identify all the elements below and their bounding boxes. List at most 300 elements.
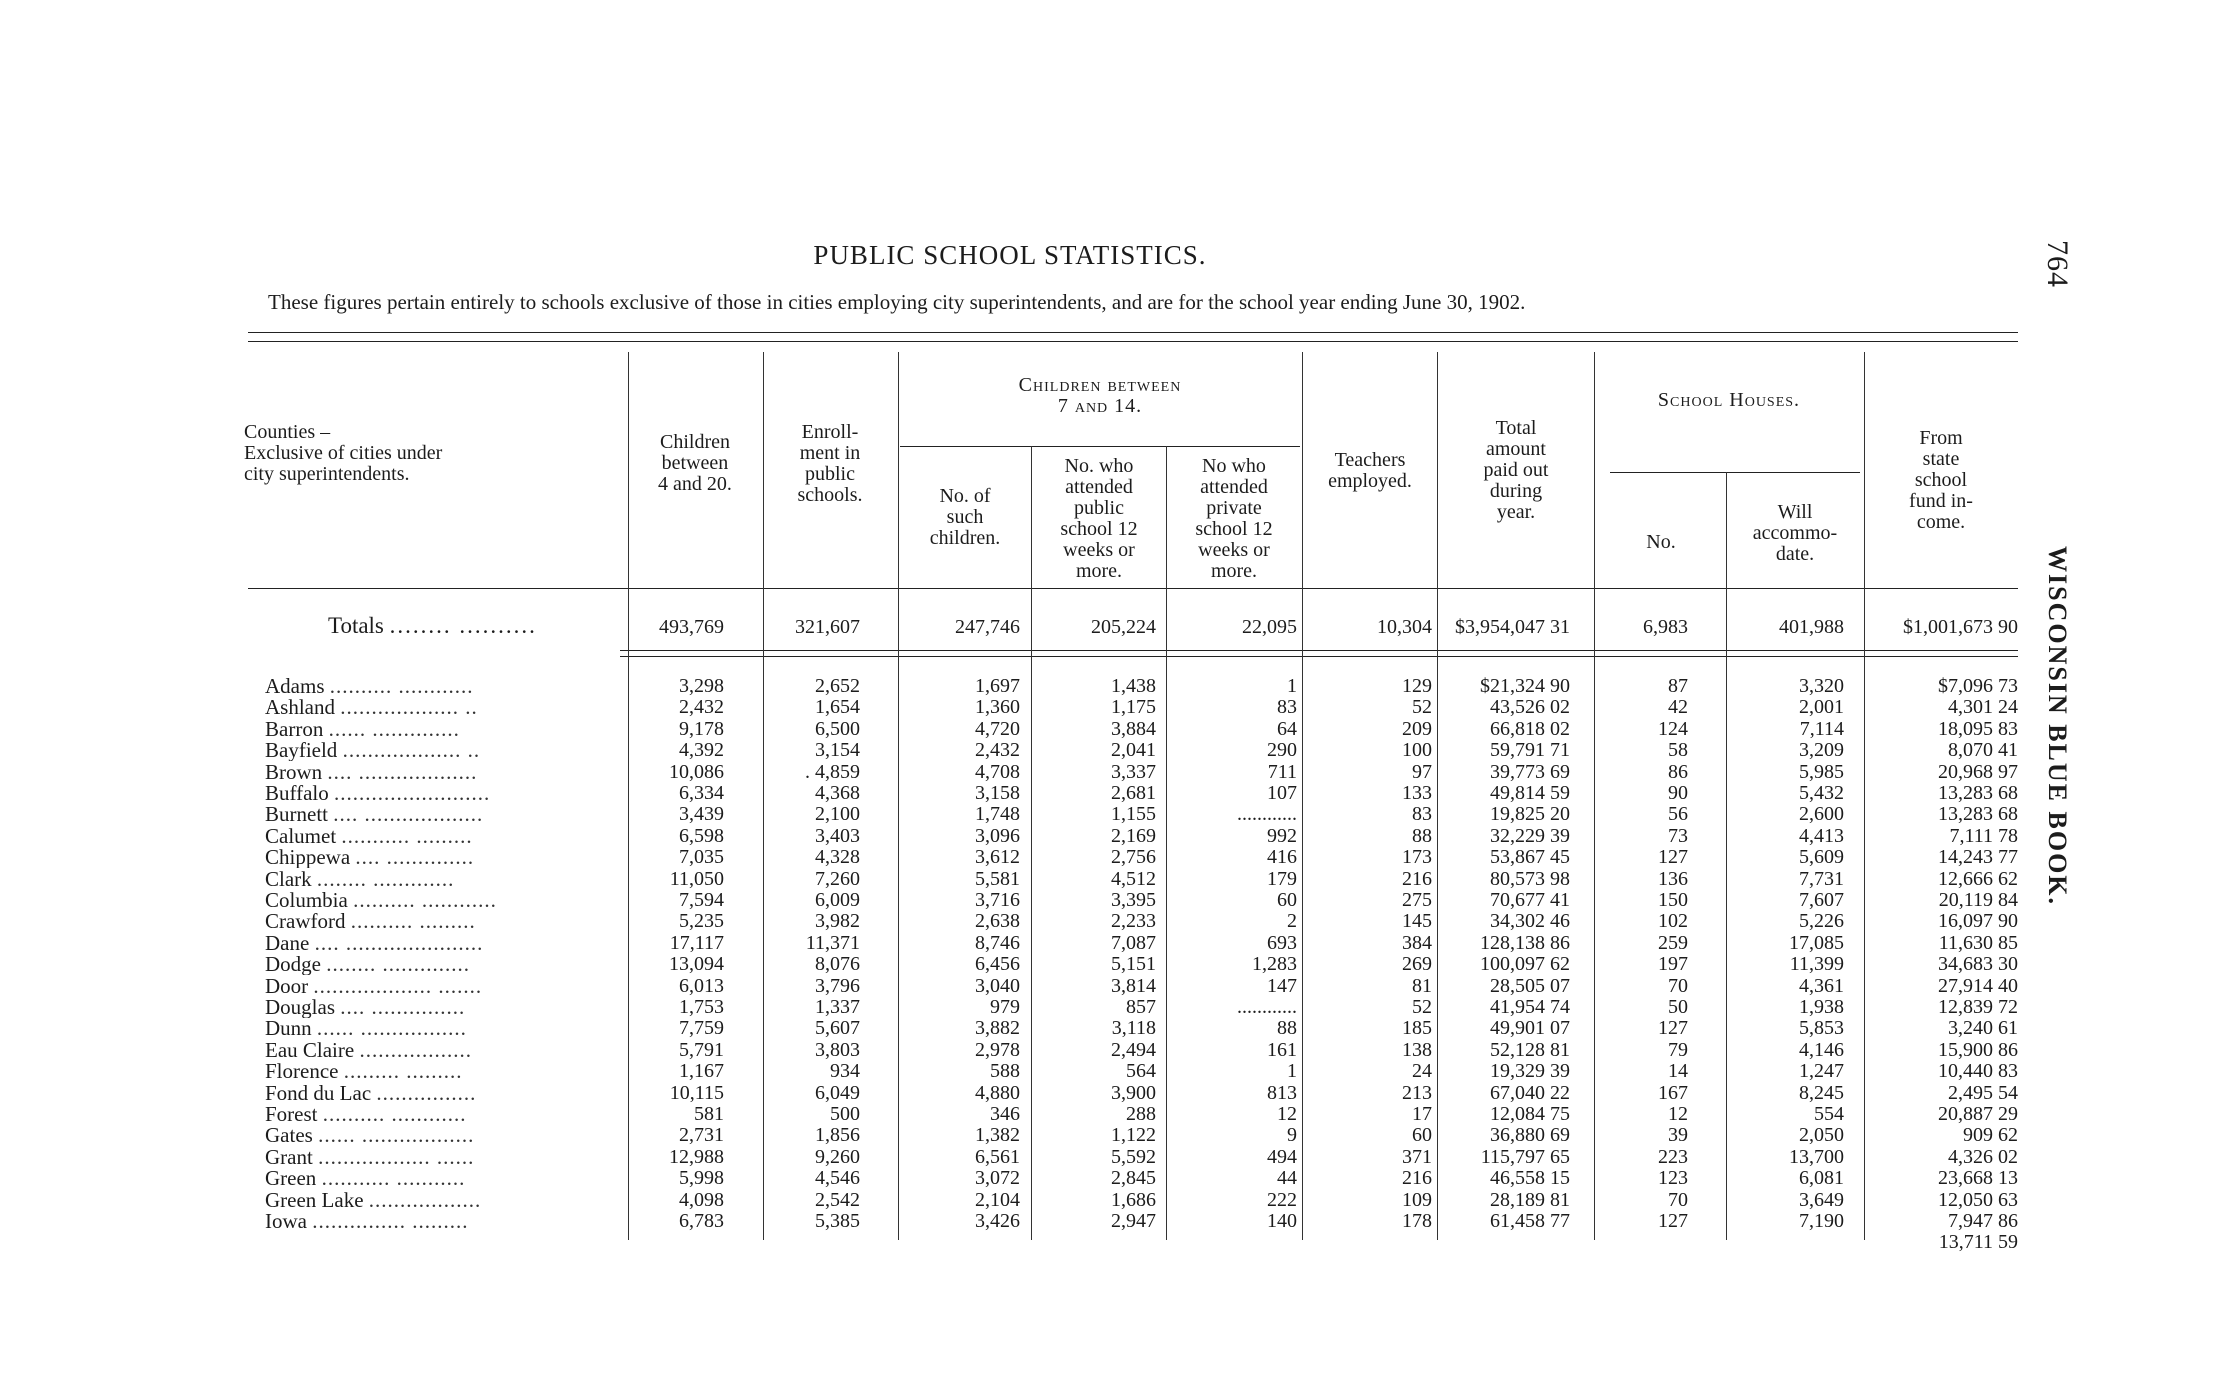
cell-enrollment: 934 — [830, 1060, 860, 1083]
header-counties: Counties – Exclusive of cities under city superintendents. — [244, 421, 443, 485]
cell-attended-private: ............ — [1237, 996, 1297, 1018]
cell-children-7-14: 346 — [990, 1103, 1020, 1125]
cell-houses-no: 42 — [1668, 696, 1688, 719]
cell-houses-no: 167 — [1658, 1081, 1688, 1104]
county-name: Columbia .......... ............ — [265, 890, 497, 911]
cell-houses-no: 14 — [1668, 1060, 1688, 1083]
cell-state-fund: 23,668 13 — [1938, 1167, 2018, 1190]
cell-state-fund: 16,097 90 — [1938, 910, 2018, 933]
header-children-4-20: Children between 4 and 20. — [658, 431, 732, 495]
cell-children-4-20: 3,298 — [679, 675, 724, 697]
cell-attended-private: 693 — [1267, 931, 1297, 954]
county-name: Adams .......... ............ — [265, 676, 474, 697]
table-row — [0, 676, 2218, 697]
county-name: Door ................... ....... — [265, 975, 483, 997]
header-attended-public: No. who attended public school 12 weeks or more. — [1060, 455, 1138, 582]
cell-attended-public: 5,592 — [1111, 1145, 1156, 1168]
cell-attended-private: 2 — [1287, 910, 1297, 933]
cell-houses-no: 123 — [1658, 1167, 1688, 1190]
cell-children-4-20: 581 — [694, 1103, 724, 1125]
cell-attended-public: 2,756 — [1111, 846, 1156, 869]
cell-teachers: 129 — [1402, 675, 1432, 697]
cell-houses-accommodate: 3,320 — [1799, 675, 1844, 697]
page-subtitle: These figures pertain entirely to schools exclusive of those in cities employing city superintendents, and are for the school year ending June 30, 1902. — [268, 290, 1526, 314]
table-row — [0, 697, 2218, 718]
cell-attended-private: 179 — [1267, 867, 1297, 890]
cell-children-4-20: 11,050 — [669, 867, 724, 890]
cell-enrollment: 4,328 — [815, 846, 860, 869]
cell-total-paid: 28,505 07 — [1490, 974, 1570, 997]
cell-children-4-20: 12,988 — [669, 1145, 724, 1168]
cell-state-fund: 20,119 84 — [1938, 889, 2018, 911]
cell-attended-private: 1 — [1287, 1060, 1297, 1083]
cell-houses-no: 127 — [1658, 1017, 1688, 1040]
cell-enrollment: 2,100 — [815, 803, 860, 826]
cell-children-7-14: 4,708 — [975, 760, 1020, 783]
cell-state-fund: 27,914 40 — [1938, 974, 2018, 997]
cell-houses-no: 39 — [1668, 1124, 1688, 1147]
cell-total-paid: 115,797 65 — [1480, 1145, 1570, 1168]
cell-children-7-14: 2,104 — [975, 1188, 1020, 1211]
cell-children-7-14: 3,716 — [975, 889, 1020, 911]
cell-houses-accommodate: 7,190 — [1799, 1210, 1844, 1232]
totals-rule-1 — [620, 650, 2018, 651]
cell-houses-accommodate: 4,413 — [1799, 824, 1844, 847]
table-row — [0, 976, 2218, 997]
county-name: Buffalo ......................... — [265, 783, 491, 804]
county-name: Crawford .......... ......... — [265, 911, 476, 933]
header-teachers: Teachers employed. — [1328, 449, 1412, 492]
cell-children-7-14: 1,697 — [975, 675, 1020, 697]
cell-children-4-20: 1,167 — [679, 1060, 724, 1083]
cell-houses-no: 197 — [1658, 953, 1688, 976]
cell-state-fund-extra: 13,711 59 — [1938, 1231, 2018, 1254]
cell-children-4-20: 7,035 — [679, 846, 724, 869]
cell-houses-no: 124 — [1658, 717, 1688, 740]
cell-children-4-20: 6,334 — [679, 782, 724, 804]
cell-houses-accommodate: 3,209 — [1799, 739, 1844, 762]
cell-houses-no: 127 — [1658, 846, 1688, 869]
cell-attended-public: 1,175 — [1111, 696, 1156, 719]
page-number: 764 — [2041, 240, 2074, 288]
table-row — [0, 719, 2218, 740]
cell-attended-public: 3,814 — [1111, 974, 1156, 997]
cell-children-4-20: 7,594 — [679, 889, 724, 911]
cell-children-4-20: 6,598 — [679, 824, 724, 847]
table-row — [0, 890, 2218, 911]
cell-attended-private: 83 — [1277, 696, 1297, 719]
cell-houses-no: 73 — [1668, 824, 1688, 847]
cell-total-paid: 70,677 41 — [1490, 889, 1570, 911]
totals-attended-public: 205,224 — [1091, 616, 1156, 638]
header-state-fund: From state school fund in- come. — [1909, 427, 1973, 533]
table-row — [0, 1104, 2218, 1125]
cell-attended-private: 9 — [1287, 1124, 1297, 1147]
cell-children-4-20: 4,392 — [679, 739, 724, 762]
cell-children-7-14: 588 — [990, 1060, 1020, 1083]
cell-attended-public: 3,900 — [1111, 1081, 1156, 1104]
cell-children-7-14: 3,040 — [975, 974, 1020, 997]
cell-children-4-20: 1,753 — [679, 996, 724, 1018]
cell-attended-private: 992 — [1267, 824, 1297, 847]
cell-teachers: 178 — [1402, 1210, 1432, 1232]
cell-total-paid: 34,302 46 — [1490, 910, 1570, 933]
cell-houses-accommodate: 1,247 — [1799, 1060, 1844, 1083]
table-row — [0, 1190, 2218, 1211]
table-row — [0, 826, 2218, 847]
cell-attended-private: 222 — [1267, 1188, 1297, 1211]
cell-enrollment: 1,856 — [815, 1124, 860, 1147]
county-name: Eau Claire .................. — [265, 1039, 472, 1061]
cell-teachers: 52 — [1412, 696, 1432, 719]
header-bottom-rule — [248, 588, 2018, 589]
cell-children-7-14: 3,096 — [975, 824, 1020, 847]
cell-attended-public: 857 — [1126, 996, 1156, 1018]
totals-teachers: 10,304 — [1377, 616, 1432, 638]
cell-children-7-14: 3,426 — [975, 1210, 1020, 1232]
cell-children-4-20: 6,013 — [679, 974, 724, 997]
header-attended-private: No who attended private school 12 weeks or more. — [1195, 455, 1273, 582]
county-name: Barron ...... .............. — [265, 718, 460, 740]
cell-attended-private: ............ — [1237, 803, 1297, 826]
cell-teachers: 216 — [1402, 867, 1432, 890]
cell-total-paid: 80,573 98 — [1490, 867, 1570, 890]
cell-total-paid: 59,791 71 — [1490, 739, 1570, 762]
county-name: Fond du Lac ................ — [265, 1082, 477, 1104]
cell-children-4-20: 5,998 — [679, 1167, 724, 1190]
page-title: PUBLIC SCHOOL STATISTICS. — [813, 240, 1207, 270]
cell-attended-private: 60 — [1277, 889, 1297, 911]
cell-children-7-14: 6,561 — [975, 1145, 1020, 1168]
cell-teachers: 216 — [1402, 1167, 1432, 1190]
header-enrollment: Enroll- ment in public schools. — [797, 421, 863, 506]
cell-attended-public: 3,395 — [1111, 889, 1156, 911]
cell-attended-public: 2,947 — [1111, 1210, 1156, 1232]
cell-state-fund: 15,900 86 — [1938, 1038, 2018, 1061]
cell-enrollment: 4,368 — [815, 782, 860, 804]
table-row — [0, 997, 2218, 1018]
table-row — [0, 1125, 2218, 1146]
table-top-rule — [248, 332, 2018, 333]
cell-attended-public: 3,118 — [1111, 1017, 1156, 1040]
cell-children-4-20: 7,759 — [679, 1017, 724, 1040]
cell-houses-no: 12 — [1668, 1103, 1688, 1125]
cell-children-7-14: 3,158 — [975, 782, 1020, 804]
cell-attended-private: 161 — [1267, 1038, 1297, 1061]
cell-children-7-14: 4,720 — [975, 717, 1020, 740]
cell-attended-public: 1,686 — [1111, 1188, 1156, 1211]
header-children-7-14: Children between 7 and 14. — [1018, 374, 1182, 417]
cell-teachers: 81 — [1412, 974, 1432, 997]
cell-total-paid: 49,901 07 — [1490, 1017, 1570, 1040]
cell-children-4-20: 13,094 — [669, 953, 724, 976]
cell-houses-no: 86 — [1668, 760, 1688, 783]
cell-attended-public: 564 — [1126, 1060, 1156, 1083]
county-name: Bayfield ................... .. — [265, 740, 481, 762]
cell-teachers: 145 — [1402, 910, 1432, 933]
cell-children-7-14: 6,456 — [975, 953, 1020, 976]
county-name: Florence ......... ......... — [265, 1061, 463, 1083]
cell-attended-public: 2,845 — [1111, 1167, 1156, 1190]
cell-houses-accommodate: 4,361 — [1799, 974, 1844, 997]
cell-attended-public: 1,155 — [1111, 803, 1156, 826]
cell-children-4-20: 2,432 — [679, 696, 724, 719]
cell-houses-no: 79 — [1668, 1038, 1688, 1061]
cell-total-paid: 43,526 02 — [1490, 696, 1570, 719]
cell-attended-public: 2,041 — [1111, 739, 1156, 762]
cell-total-paid: 19,329 39 — [1490, 1060, 1570, 1083]
cell-enrollment: 9,260 — [815, 1145, 860, 1168]
cell-houses-no: 56 — [1668, 803, 1688, 826]
cell-state-fund: 909 62 — [1963, 1124, 2018, 1147]
cell-houses-no: 87 — [1668, 675, 1688, 697]
cell-teachers: 275 — [1402, 889, 1432, 911]
cell-houses-no: 50 — [1668, 996, 1688, 1018]
totals-label: Totals ........ .......... — [328, 613, 537, 638]
table-row — [0, 1168, 2218, 1189]
cell-children-4-20: 4,098 — [679, 1188, 724, 1211]
cell-houses-accommodate: 5,985 — [1799, 760, 1844, 783]
cell-attended-private: 1,283 — [1252, 953, 1297, 976]
cell-attended-private: 147 — [1267, 974, 1297, 997]
county-name: Brown .... ................... — [265, 761, 478, 783]
cell-houses-accommodate: 2,001 — [1799, 696, 1844, 719]
table-row — [0, 1147, 2218, 1168]
group-rule-houses — [1610, 472, 1860, 473]
cell-state-fund: 2,495 54 — [1948, 1081, 2018, 1104]
county-name: Gates ...... .................. — [265, 1125, 475, 1147]
cell-attended-public: 5,151 — [1111, 953, 1156, 976]
county-name: Green ........... ........... — [265, 1168, 466, 1190]
county-name: Dane .... ...................... — [265, 932, 484, 954]
cell-children-7-14: 1,748 — [975, 803, 1020, 826]
cell-houses-accommodate: 7,731 — [1799, 867, 1844, 890]
cell-children-4-20: 5,791 — [679, 1038, 724, 1061]
cell-enrollment: 6,049 — [815, 1081, 860, 1104]
cell-state-fund: 8,070 41 — [1948, 739, 2018, 762]
cell-enrollment: 2,652 — [815, 675, 860, 697]
cell-attended-private: 44 — [1277, 1167, 1297, 1190]
cell-houses-accommodate: 3,649 — [1799, 1188, 1844, 1211]
cell-attended-private: 107 — [1267, 782, 1297, 804]
cell-children-4-20: 5,235 — [679, 910, 724, 933]
totals-state-fund: $1,001,673 90 — [1903, 616, 2018, 638]
cell-enrollment: 11,371 — [805, 931, 860, 954]
table-row — [0, 804, 2218, 825]
cell-teachers: 24 — [1412, 1060, 1432, 1083]
cell-enrollment: 3,403 — [815, 824, 860, 847]
cell-children-7-14: 8,746 — [975, 931, 1020, 954]
cell-houses-accommodate: 4,146 — [1799, 1038, 1844, 1061]
cell-children-7-14: 3,072 — [975, 1167, 1020, 1190]
county-name: Chippewa .... .............. — [265, 847, 475, 869]
cell-houses-accommodate: 7,114 — [1799, 717, 1844, 740]
cell-houses-no: 102 — [1658, 910, 1688, 933]
book-title: WISCONSIN BLUE BOOK. — [2043, 546, 2072, 907]
totals-houses-no: 6,983 — [1643, 616, 1688, 638]
group-rule-children — [900, 446, 1300, 447]
cell-attended-public: 2,233 — [1111, 910, 1156, 933]
cell-houses-accommodate: 6,081 — [1799, 1167, 1844, 1190]
table-row — [0, 740, 2218, 761]
table-row — [0, 1083, 2218, 1104]
cell-attended-public: 1,438 — [1111, 675, 1156, 697]
cell-attended-public: 2,494 — [1111, 1038, 1156, 1061]
table-row — [0, 1018, 2218, 1039]
cell-houses-accommodate: 11,399 — [1789, 953, 1844, 976]
county-name: Forest .......... ............ — [265, 1104, 467, 1125]
cell-attended-private: 416 — [1267, 846, 1297, 869]
county-name: Grant .................. ...... — [265, 1146, 475, 1168]
cell-houses-no: 58 — [1668, 739, 1688, 762]
table-top-rule-2 — [248, 341, 2018, 342]
table-row — [0, 783, 2218, 804]
cell-teachers: 209 — [1402, 717, 1432, 740]
cell-houses-accommodate: 5,609 — [1799, 846, 1844, 869]
table-row — [0, 1040, 2218, 1061]
cell-children-4-20: 3,439 — [679, 803, 724, 826]
cell-enrollment: 6,009 — [815, 889, 860, 911]
totals-houses-accommodate: 401,988 — [1779, 616, 1844, 638]
cell-children-4-20: 6,783 — [679, 1210, 724, 1232]
cell-state-fund: 20,887 29 — [1938, 1103, 2018, 1125]
cell-teachers: 83 — [1412, 803, 1432, 826]
cell-state-fund: 13,283 68 — [1938, 803, 2018, 826]
cell-teachers: 100 — [1402, 739, 1432, 762]
cell-children-7-14: 3,612 — [975, 846, 1020, 869]
cell-teachers: 17 — [1412, 1103, 1432, 1125]
cell-houses-accommodate: 5,853 — [1799, 1017, 1844, 1040]
cell-total-paid: 41,954 74 — [1490, 996, 1570, 1018]
cell-attended-private: 12 — [1277, 1103, 1297, 1125]
cell-total-paid: 28,189 81 — [1490, 1188, 1570, 1211]
cell-children-4-20: 9,178 — [679, 717, 724, 740]
county-name: Green Lake .................. — [265, 1189, 482, 1211]
cell-enrollment: 6,500 — [815, 717, 860, 740]
table-row — [0, 911, 2218, 932]
cell-enrollment: 8,076 — [815, 953, 860, 976]
cell-state-fund: 13,283 68 — [1938, 782, 2018, 804]
cell-state-fund: 11,630 85 — [1938, 931, 2018, 954]
cell-total-paid: 67,040 22 — [1490, 1081, 1570, 1104]
table-row — [0, 869, 2218, 890]
cell-houses-no: 90 — [1668, 782, 1688, 804]
cell-children-7-14: 4,880 — [975, 1081, 1020, 1104]
cell-state-fund: 4,301 24 — [1948, 696, 2018, 719]
cell-total-paid: 66,818 02 — [1490, 717, 1570, 740]
cell-attended-public: 2,681 — [1111, 782, 1156, 804]
cell-children-7-14: 2,638 — [975, 910, 1020, 933]
cell-enrollment: 4,546 — [815, 1167, 860, 1190]
table-row — [0, 954, 2218, 975]
cell-enrollment: 3,796 — [815, 974, 860, 997]
cell-children-4-20: 10,086 — [669, 760, 724, 783]
cell-teachers: 109 — [1402, 1188, 1432, 1211]
cell-attended-public: 4,512 — [1111, 867, 1156, 890]
cell-enrollment: . 4,859 — [805, 760, 860, 783]
county-name: Iowa ............... ......... — [265, 1211, 469, 1232]
cell-state-fund: 18,095 83 — [1938, 717, 2018, 740]
cell-teachers: 133 — [1402, 782, 1432, 804]
cell-houses-accommodate: 2,600 — [1799, 803, 1844, 826]
header-school-houses: School Houses. — [1657, 389, 1801, 411]
cell-houses-accommodate: 554 — [1814, 1103, 1844, 1125]
cell-children-7-14: 5,581 — [975, 867, 1020, 890]
cell-houses-accommodate: 5,226 — [1799, 910, 1844, 933]
cell-attended-private: 64 — [1277, 717, 1297, 740]
header-houses-accommodate: Will accommo- date. — [1752, 501, 1838, 565]
cell-houses-accommodate: 5,432 — [1799, 782, 1844, 804]
totals-children-4-20: 493,769 — [659, 616, 724, 638]
cell-state-fund: 20,968 97 — [1938, 760, 2018, 783]
table-row — [0, 762, 2218, 783]
cell-attended-public: 1,122 — [1111, 1124, 1156, 1147]
county-name: Clark ........ ............. — [265, 868, 455, 890]
cell-total-paid: 61,458 77 — [1490, 1210, 1570, 1232]
cell-houses-accommodate: 2,050 — [1799, 1124, 1844, 1147]
cell-children-7-14: 1,382 — [975, 1124, 1020, 1147]
cell-enrollment: 3,803 — [815, 1038, 860, 1061]
cell-enrollment: 2,542 — [815, 1188, 860, 1211]
cell-total-paid: 49,814 59 — [1490, 782, 1570, 804]
cell-children-7-14: 1,360 — [975, 696, 1020, 719]
cell-attended-private: 813 — [1267, 1081, 1297, 1104]
cell-enrollment: 3,154 — [815, 739, 860, 762]
cell-teachers: 60 — [1412, 1124, 1432, 1147]
cell-enrollment: 1,337 — [815, 996, 860, 1018]
cell-houses-no: 70 — [1668, 974, 1688, 997]
cell-teachers: 97 — [1412, 760, 1432, 783]
cell-total-paid: 53,867 45 — [1490, 846, 1570, 869]
table-row — [0, 933, 2218, 954]
cell-attended-public: 7,087 — [1111, 931, 1156, 954]
cell-children-7-14: 3,882 — [975, 1017, 1020, 1040]
cell-children-7-14: 979 — [990, 996, 1020, 1018]
cell-houses-no: 136 — [1658, 867, 1688, 890]
cell-attended-private: 290 — [1267, 739, 1297, 762]
cell-attended-private: 140 — [1267, 1210, 1297, 1232]
cell-total-paid: 100,097 62 — [1480, 953, 1570, 976]
county-name: Douglas .... ............... — [265, 997, 466, 1018]
cell-teachers: 88 — [1412, 824, 1432, 847]
cell-teachers: 269 — [1402, 953, 1432, 976]
table-row — [0, 847, 2218, 868]
cell-state-fund: 4,326 02 — [1948, 1145, 2018, 1168]
cell-total-paid: 12,084 75 — [1490, 1103, 1570, 1125]
county-name: Ashland ................... .. — [265, 697, 478, 719]
cell-houses-accommodate: 13,700 — [1789, 1145, 1844, 1168]
county-name: Burnett .... ................... — [265, 804, 484, 826]
cell-attended-public: 3,337 — [1111, 760, 1156, 783]
table-row — [0, 1061, 2218, 1082]
cell-attended-private: 494 — [1267, 1145, 1297, 1168]
totals-attended-private: 22,095 — [1242, 616, 1297, 638]
cell-state-fund: 14,243 77 — [1938, 846, 2018, 869]
totals-rule-2 — [620, 656, 2018, 657]
cell-enrollment: 1,654 — [815, 696, 860, 719]
cell-houses-no: 259 — [1658, 931, 1688, 954]
cell-state-fund: 10,440 83 — [1938, 1060, 2018, 1083]
totals-children-7-14: 247,746 — [955, 616, 1020, 638]
cell-children-7-14: 2,978 — [975, 1038, 1020, 1061]
cell-children-4-20: 2,731 — [679, 1124, 724, 1147]
header-total-paid: Total amount paid out during year. — [1483, 417, 1549, 523]
cell-enrollment: 3,982 — [815, 910, 860, 933]
cell-teachers: 371 — [1402, 1145, 1432, 1168]
cell-teachers: 173 — [1402, 846, 1432, 869]
cell-enrollment: 5,607 — [815, 1017, 860, 1040]
cell-attended-public: 3,884 — [1111, 717, 1156, 740]
